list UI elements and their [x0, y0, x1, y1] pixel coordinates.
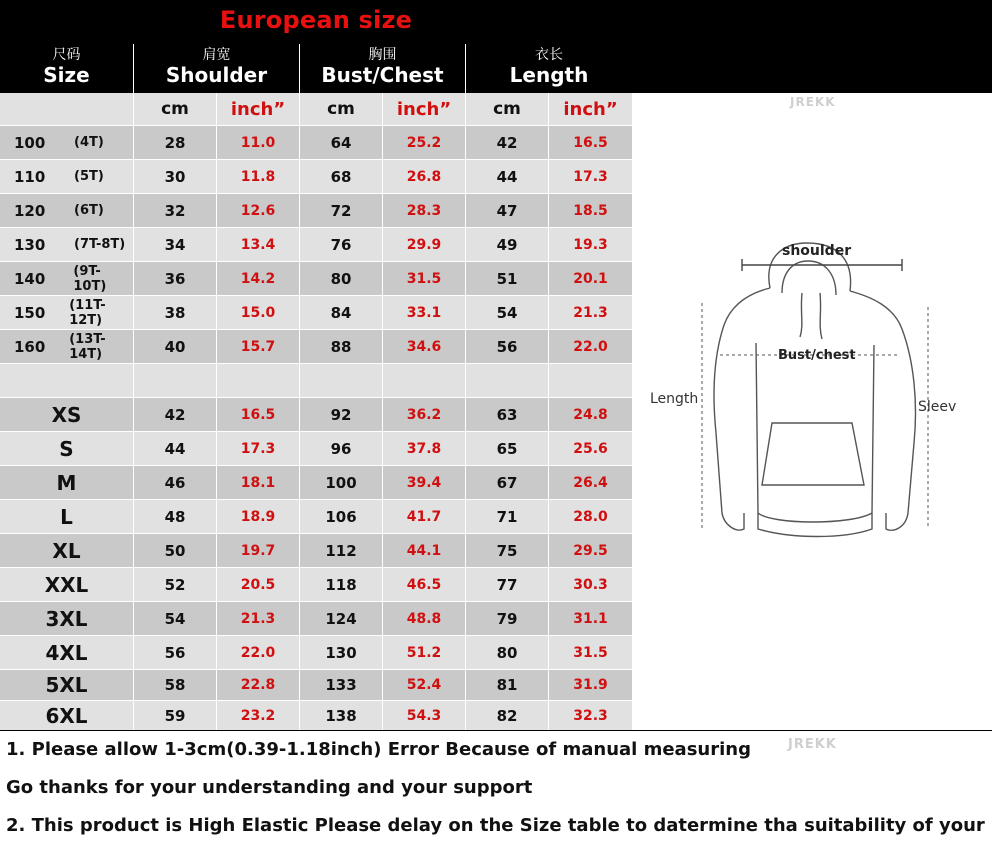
size-cell: M: [0, 466, 134, 499]
title-band: [0, 0, 992, 44]
table-row: [0, 194, 632, 228]
table-row: [0, 466, 632, 500]
value-cell: 56: [466, 330, 549, 363]
sleeve-label: Sleev: [918, 399, 957, 415]
value-cell: 22.0: [217, 636, 300, 669]
value-cell: 42: [466, 126, 549, 159]
size-cell: XXL: [0, 568, 134, 601]
value-cell: 29.9: [383, 228, 466, 261]
header-size-zh: 尺码: [52, 47, 81, 63]
value-cell: 41.7: [383, 500, 466, 533]
value-cell: 76: [300, 228, 383, 261]
size-age: (5T): [74, 169, 104, 184]
value-cell: 44: [134, 432, 217, 465]
value-cell: 68: [300, 160, 383, 193]
value-cell: 31.5: [573, 644, 608, 661]
value-cell: 48: [134, 500, 217, 533]
size-cell: 6XL: [0, 701, 134, 730]
value-cell: 16.5: [573, 134, 608, 151]
pocket-outline: [762, 423, 864, 485]
unit-cm: cm: [134, 93, 217, 125]
size-age: (9T-10T): [73, 263, 107, 294]
value-cell: 47: [466, 194, 549, 227]
value-cell: 26.8: [383, 160, 466, 193]
table-row: [0, 670, 632, 701]
note-3: 2. This product is High Elastic Please delay on the Size table to datermine tha suitability of your: [6, 815, 985, 836]
header-length-zh: 衣长: [535, 47, 563, 63]
value-cell: 28.3: [383, 194, 466, 227]
table-row: [0, 432, 632, 466]
table-row: [0, 296, 632, 330]
value-cell: 58: [134, 670, 217, 700]
drawstring-left: [800, 293, 802, 337]
value-cell: 31.5: [383, 262, 466, 295]
table-row: [0, 636, 632, 670]
size-age: (13T-14T): [69, 331, 106, 362]
size-cell: [0, 228, 134, 261]
value-cell: 18.5: [573, 202, 608, 219]
value-cell: 24.8: [573, 406, 608, 423]
value-cell: 133: [300, 670, 383, 700]
value-cell: 118: [300, 568, 383, 601]
header-shoulder: [134, 44, 300, 93]
value-cell: 20.5: [217, 568, 300, 601]
table-row: [0, 126, 632, 160]
hoodie-diagram: [632, 93, 992, 730]
unit-inch: inch”: [383, 93, 466, 125]
spacer-cell: [466, 364, 549, 397]
size-number: 110: [14, 167, 46, 186]
header-shoulder-zh: 肩宽: [202, 47, 231, 63]
size-number: 120: [14, 201, 46, 220]
size-cell: [0, 126, 134, 159]
size-number: 140: [14, 269, 46, 288]
header-size: [0, 44, 134, 93]
value-cell: 15.7: [217, 330, 300, 363]
value-cell: 46: [134, 466, 217, 499]
unit-cm: cm: [466, 93, 549, 125]
value-cell: 13.4: [217, 228, 300, 261]
value-cell: 16.5: [217, 398, 300, 431]
chest-label: Bust/chest: [778, 348, 856, 363]
value-cell: 39.4: [383, 466, 466, 499]
size-number: 130: [14, 235, 46, 254]
value-cell: 44: [466, 160, 549, 193]
size-number: 100: [14, 133, 46, 152]
size-cell: [0, 330, 134, 363]
value-cell: 19.3: [573, 236, 608, 253]
value-cell: 112: [300, 534, 383, 567]
watermark: JREKK: [790, 95, 836, 109]
size-cell: 5XL: [0, 670, 134, 700]
value-cell: 11.8: [217, 160, 300, 193]
value-cell: 38: [134, 296, 217, 329]
value-cell: 17.3: [573, 168, 608, 185]
value-cell: 59: [134, 701, 217, 730]
value-cell: 54: [466, 296, 549, 329]
value-cell: 11.0: [217, 126, 300, 159]
unit-inch: inch”: [563, 98, 618, 120]
value-cell: 34: [134, 228, 217, 261]
value-cell: 25.2: [383, 126, 466, 159]
value-cell: 48.8: [383, 602, 466, 635]
table-row: [0, 160, 632, 194]
value-cell: 28: [134, 126, 217, 159]
size-cell: XS: [0, 398, 134, 431]
value-cell: 79: [466, 602, 549, 635]
shoulder-label: shoulder: [782, 243, 852, 259]
value-cell: 124: [300, 602, 383, 635]
size-age: (7T-8T): [74, 237, 126, 252]
value-cell: 92: [300, 398, 383, 431]
spacer-row: [0, 364, 632, 398]
value-cell: 32.3: [573, 707, 608, 724]
table-row: [0, 701, 632, 731]
table-row: [0, 262, 632, 296]
header-chest: [300, 44, 466, 93]
spacer-cell: [300, 364, 383, 397]
length-label: Length: [650, 391, 699, 407]
spacer-cell: [0, 364, 134, 397]
value-cell: 32: [134, 194, 217, 227]
unit-cm: cm: [300, 93, 383, 125]
watermark-notes: JREKK: [788, 737, 837, 752]
value-cell: 72: [300, 194, 383, 227]
value-cell: 15.0: [217, 296, 300, 329]
value-cell: 37.8: [383, 432, 466, 465]
header-size-en: Size: [43, 63, 90, 87]
spacer-cell: [383, 364, 466, 397]
chart-title: European size: [219, 6, 413, 34]
value-cell: 30.3: [573, 576, 608, 593]
value-cell: 18.9: [217, 500, 300, 533]
size-cell: XL: [0, 534, 134, 567]
table-row: [0, 330, 632, 364]
table-row: [0, 602, 632, 636]
left-sleeve: [714, 288, 770, 530]
value-cell: 49: [466, 228, 549, 261]
value-cell: 25.6: [573, 440, 608, 457]
size-cell: [0, 262, 134, 295]
right-sleeve: [850, 291, 916, 530]
header-length: [466, 44, 632, 93]
note-2: Go thanks for your understanding and your support: [6, 777, 533, 798]
value-cell: 28.0: [573, 508, 608, 525]
value-cell: 20.1: [573, 270, 608, 287]
value-cell: 51: [466, 262, 549, 295]
drawstring-right: [820, 293, 822, 339]
hood-inner: [782, 261, 836, 295]
spacer-cell: [134, 364, 217, 397]
size-number: 150: [14, 303, 46, 322]
value-cell: 22.8: [217, 670, 300, 700]
header-right-band: [632, 44, 992, 93]
size-age: (11T-12T): [69, 297, 106, 328]
value-cell: 51.2: [383, 636, 466, 669]
value-cell: 34.6: [383, 330, 466, 363]
value-cell: 36.2: [383, 398, 466, 431]
value-cell: 52.4: [383, 670, 466, 700]
value-cell: 29.5: [573, 542, 608, 559]
value-cell: 22.0: [573, 338, 608, 355]
value-cell: 50: [134, 534, 217, 567]
body-outline: [756, 343, 874, 522]
value-cell: 96: [300, 432, 383, 465]
value-cell: 19.7: [217, 534, 300, 567]
value-cell: 18.1: [217, 466, 300, 499]
value-cell: 12.6: [217, 194, 300, 227]
value-cell: 30: [134, 160, 217, 193]
size-cell: S: [0, 432, 134, 465]
value-cell: 106: [300, 500, 383, 533]
value-cell: 88: [300, 330, 383, 363]
value-cell: 138: [300, 701, 383, 730]
value-cell: 21.3: [217, 602, 300, 635]
size-cell: [0, 160, 134, 193]
value-cell: 26.4: [573, 474, 608, 491]
value-cell: 33.1: [383, 296, 466, 329]
value-cell: 71: [466, 500, 549, 533]
table-row: [0, 398, 632, 432]
value-cell: 52: [134, 568, 217, 601]
size-age: (4T): [74, 135, 104, 150]
header-chest-en: Bust/Chest: [321, 63, 444, 87]
value-cell: 56: [134, 636, 217, 669]
notes-panel: [0, 730, 992, 851]
value-cell: 84: [300, 296, 383, 329]
value-cell: 80: [466, 636, 549, 669]
header-chest-zh: 胸围: [368, 47, 397, 63]
size-cell: 3XL: [0, 602, 134, 635]
table-row: [0, 500, 632, 534]
unit-inch: inch”: [217, 93, 300, 125]
table-row: [0, 568, 632, 602]
value-cell: 81: [466, 670, 549, 700]
size-cell: 4XL: [0, 636, 134, 669]
header-shoulder-en: Shoulder: [165, 63, 268, 87]
value-cell: 31.1: [573, 610, 608, 627]
value-cell: 63: [466, 398, 549, 431]
spacer-cell: [549, 364, 632, 397]
value-cell: 54: [134, 602, 217, 635]
size-cell: [0, 194, 134, 227]
value-cell: 100: [300, 466, 383, 499]
size-cell: L: [0, 500, 134, 533]
value-cell: 64: [300, 126, 383, 159]
header-length-en: Length: [509, 63, 589, 87]
size-number: 160: [14, 337, 46, 356]
value-cell: 42: [134, 398, 217, 431]
size-age: (6T): [74, 203, 104, 218]
table-row: [0, 228, 632, 262]
value-cell: 77: [466, 568, 549, 601]
value-cell: 21.3: [573, 304, 608, 321]
table-header: [0, 44, 632, 93]
table-row: [0, 534, 632, 568]
value-cell: 36: [134, 262, 217, 295]
value-cell: 54.3: [383, 701, 466, 730]
value-cell: 44.1: [383, 534, 466, 567]
value-cell: 75: [466, 534, 549, 567]
value-cell: 46.5: [383, 568, 466, 601]
spacer-cell: [217, 364, 300, 397]
value-cell: 67: [466, 466, 549, 499]
value-cell: 31.9: [573, 677, 608, 693]
size-cell: [0, 296, 134, 329]
value-cell: 40: [134, 330, 217, 363]
value-cell: 82: [466, 701, 549, 730]
units-row: [0, 93, 632, 126]
hem: [758, 513, 872, 537]
value-cell: 14.2: [217, 262, 300, 295]
units-blank: [0, 93, 134, 125]
value-cell: 23.2: [217, 701, 300, 730]
value-cell: 65: [466, 432, 549, 465]
note-1: 1. Please allow 1-3cm(0.39-1.18inch) Error Because of manual measuring: [6, 739, 751, 760]
value-cell: 130: [300, 636, 383, 669]
value-cell: 80: [300, 262, 383, 295]
value-cell: 17.3: [217, 432, 300, 465]
